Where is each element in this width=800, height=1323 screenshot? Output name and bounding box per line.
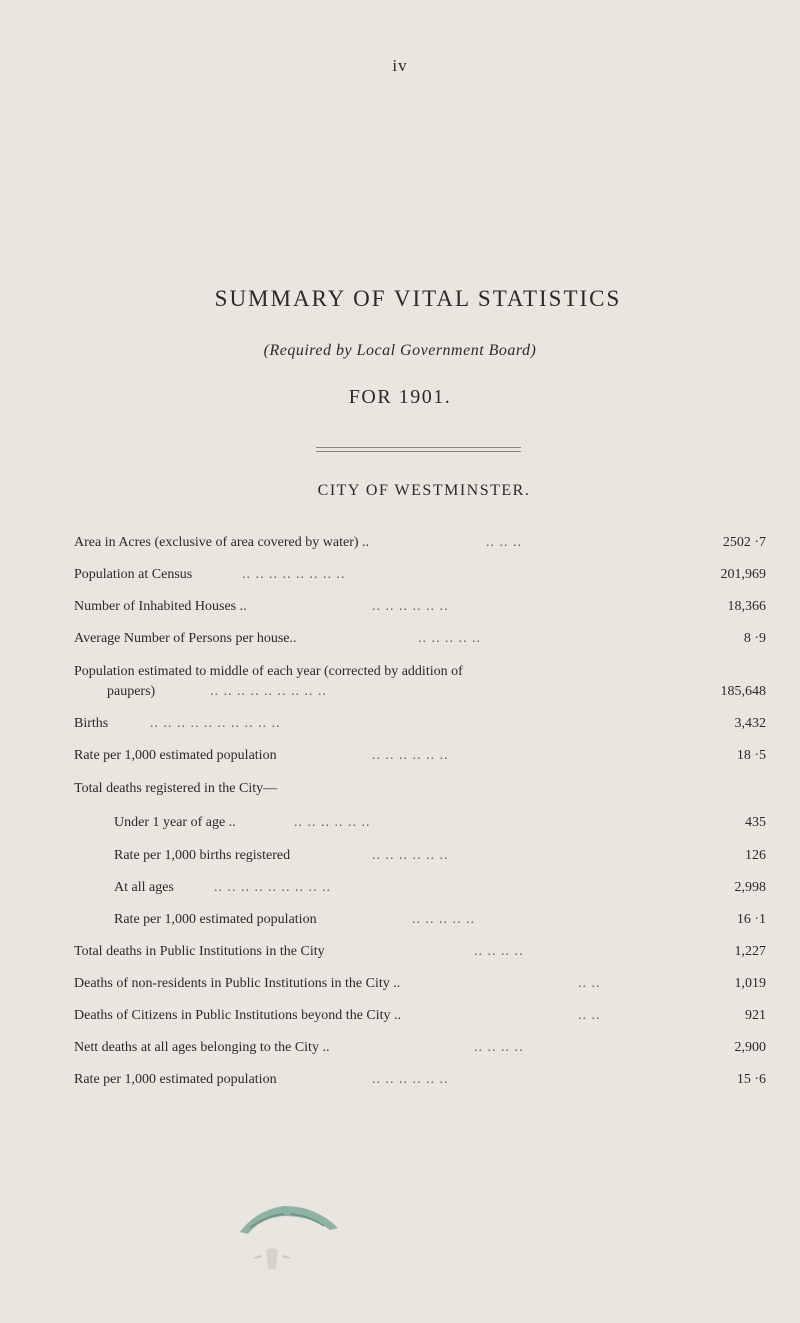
table-row (0, 912, 800, 936)
row-leader-dots: .. .. .. .. .. .. (294, 815, 371, 830)
row-value: 18,366 (727, 599, 766, 614)
library-stamp-icon (226, 1192, 346, 1282)
row-value: 8 ·9 (743, 631, 766, 646)
row-value: 921 (745, 1008, 766, 1023)
row-value: 2,900 (734, 1040, 766, 1055)
table-row (0, 848, 800, 872)
table-row (0, 748, 800, 772)
row-value: 126 (745, 848, 766, 863)
row-leader-dots: .. .. (578, 976, 601, 991)
row-label: Number of Inhabited Houses .. (74, 599, 247, 614)
table-row (0, 944, 800, 968)
row-value: 3,432 (734, 716, 766, 731)
row-value: 435 (745, 815, 766, 830)
year-heading: FOR 1901. (348, 386, 452, 408)
row-label: Deaths of Citizens in Public Institutions beyond the City .. (74, 1008, 402, 1023)
row-leader-dots: .. .. .. .. .. .. .. .. .. .. (150, 716, 281, 731)
row-value: 185,648 (720, 684, 766, 699)
row-leader-dots: .. .. .. .. .. .. (372, 1072, 449, 1087)
row-value: 1,227 (734, 944, 766, 959)
row-label: Total deaths registered in the City— (74, 781, 278, 796)
row-label: Total deaths in Public Institutions in the City (74, 944, 325, 959)
divider-rule (316, 451, 521, 452)
row-leader-dots: .. .. .. .. .. .. .. .. .. (214, 880, 331, 895)
row-leader-dots: .. .. .. .. (474, 1040, 524, 1055)
row-leader-dots: .. .. .. .. .. (418, 631, 481, 646)
table-row (0, 1040, 800, 1064)
row-value: 201,969 (720, 567, 766, 582)
row-label: At all ages (114, 880, 174, 895)
row-leader-dots: .. .. .. .. .. (412, 912, 475, 927)
table-row (0, 815, 800, 839)
table-row (0, 716, 800, 740)
table-row (0, 535, 800, 559)
row-leader-dots: .. .. .. (486, 535, 522, 550)
divider-rule (316, 447, 521, 448)
row-value: 2502 ·7 (722, 535, 766, 550)
section-heading: CITY OF WESTMINSTER. (317, 482, 531, 499)
table-row (0, 781, 800, 805)
table-row (0, 684, 800, 708)
row-value: 15 ·6 (736, 1072, 766, 1087)
table-row (0, 1008, 800, 1032)
page-number: iv (392, 56, 408, 75)
row-label: Nett deaths at all ages belonging to the City .. (74, 1040, 330, 1055)
row-label: Population estimated to middle of each year (corrected by addition of (74, 664, 463, 679)
row-leader-dots: .. .. .. .. .. .. (372, 599, 449, 614)
table-row (0, 880, 800, 904)
table-row (0, 631, 800, 655)
row-label: Deaths of non-residents in Public Institutions in the City .. (74, 976, 401, 991)
page-subtitle: (Required by Local Government Board) (263, 342, 537, 359)
row-value: 16 ·1 (736, 912, 766, 927)
row-label: Rate per 1,000 estimated population (114, 912, 317, 927)
row-label: Average Number of Persons per house.. (74, 631, 297, 646)
page-title: SUMMARY OF VITAL STATISTICS (214, 286, 622, 311)
row-label: Population at Census (74, 567, 193, 582)
table-row (0, 599, 800, 623)
row-label: Births (74, 716, 109, 731)
row-leader-dots: .. .. .. .. .. .. .. .. .. (210, 684, 327, 699)
row-value: 2,998 (734, 880, 766, 895)
row-label: Rate per 1,000 estimated population (74, 748, 277, 763)
row-value: 18 ·5 (736, 748, 766, 763)
row-leader-dots: .. .. (578, 1008, 601, 1023)
row-label: Area in Acres (exclusive of area covered by water) .. (74, 535, 370, 550)
row-leader-dots: .. .. .. .. .. .. .. .. (242, 567, 346, 582)
row-label: paupers) (107, 684, 156, 699)
row-label: Rate per 1,000 estimated population (74, 1072, 277, 1087)
table-row (0, 976, 800, 1000)
row-leader-dots: .. .. .. .. .. .. (372, 848, 449, 863)
table-row (0, 567, 800, 591)
table-row (0, 1072, 800, 1096)
row-label: Rate per 1,000 births registered (114, 848, 291, 863)
row-value: 1,019 (734, 976, 766, 991)
row-leader-dots: .. .. .. .. .. .. (372, 748, 449, 763)
row-label: Under 1 year of age .. (114, 815, 236, 830)
row-leader-dots: .. .. .. .. (474, 944, 524, 959)
